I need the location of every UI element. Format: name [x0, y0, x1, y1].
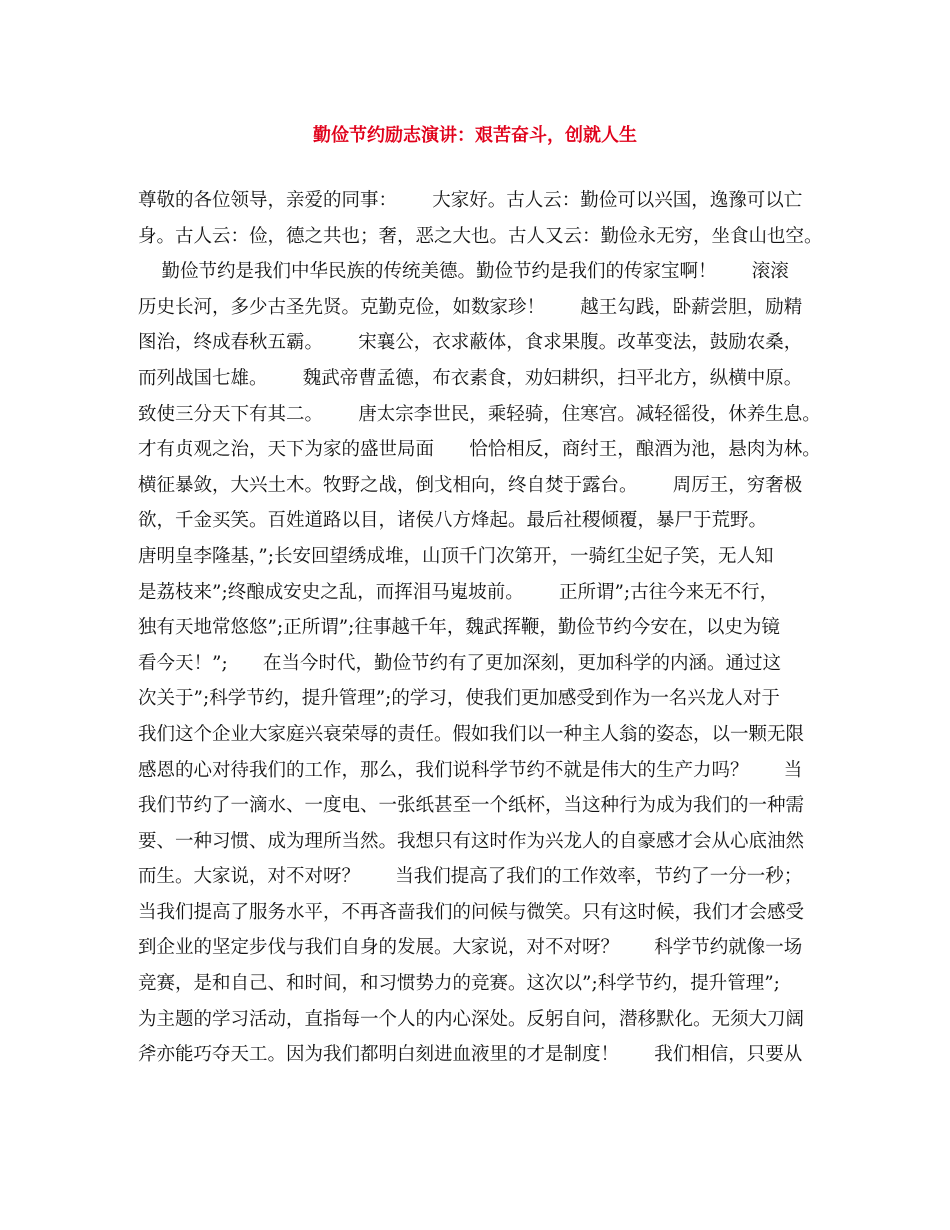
text-line: 历史长河，多少古圣先贤。克勤克俭，如数家珍！ 越王勾践，卧薪尝胆，励精 [138, 296, 803, 318]
text-line: 勤俭节约是我们中华民族的传统美德。勤俭节约是我们的传家宝啊！ 滚滚 [138, 261, 789, 283]
text-line: 看今天！”; 在当今时代，勤俭节约有了更加深刻，更加科学的内涵。通过这 [138, 652, 781, 674]
text-line: 斧亦能巧夺天工。因为我们都明白刻进血液里的才是制度！ 我们相信，只要从 [138, 1044, 803, 1066]
text-line: 当我们提高了服务水平，不再吝啬我们的问候与微笑。只有这时候，我们才会感受 [138, 901, 805, 923]
text-line: 要、一种习惯、成为理所当然。我想只有这时作为兴龙人的自豪感才会从心底油然 [138, 830, 805, 852]
document-title: 勤俭节约励志演讲：艰苦奋斗，创就人生 [313, 125, 637, 146]
text-line: 感恩的心对待我们的工作，那么，我们说科学节约不就是伟大的生产力吗？ 当 [138, 759, 803, 781]
text-line: 而生。大家说，对不对呀？ 当我们提高了我们的工作效率，节约了一分一秒； [138, 866, 803, 888]
text-line: 是荔枝来”;终酿成安史之乱，而挥泪马嵬坡前。 正所谓”;古往今来无不行， [138, 581, 779, 603]
text-line: 为主题的学习活动，直指每一个人的内心深处。反躬自问，潜移默化。无须大刀阔 [138, 1008, 805, 1030]
text-line: 竞赛，是和自己、和时间，和习惯势力的竞赛。这次以”;科学节约，提升管理”; [138, 973, 780, 995]
text-line: 我们节约了一滴水、一度电、一张纸甚至一个纸杯，当这种行为成为我们的一种需 [138, 795, 805, 817]
text-line: 致使三分天下有其二。 唐太宗李世民，乘轻骑，住寒宫。减轻徭役，休养生息。 [138, 403, 821, 425]
text-line: 次关于”;科学节约，提升管理”;的学习，使我们更加感受到作为一名兴龙人对于 [138, 688, 780, 710]
text-line: 我们这个企业大家庭兴衰荣辱的责任。假如我们以一种主人翁的姿态，以一颗无限 [138, 723, 805, 745]
text-line: 图治，终成春秋五霸。 宋襄公，衣求蔽体，食求果腹。改革变法，鼓励农桑， [138, 332, 803, 354]
text-line: 到企业的坚定步伐与我们自身的发展。大家说，对不对呀？ 科学节约就像一场 [138, 937, 803, 959]
text-line: 唐明皇李隆基，”;长安回望绣成堆，山顶千门次第开，一骑红尘妃子笑，无人知 [138, 545, 774, 567]
text-line: 而列战国七雄。 魏武帝曹孟德，布衣素食，劝妇耕织，扫平北方，纵横中原。 [138, 367, 803, 389]
text-line: 横征暴敛，大兴土木。牧野之战，倒戈相向，终自焚于露台。 周厉王，穷奢极 [138, 474, 803, 496]
text-line: 独有天地常悠悠”;正所谓”;往事越千年，魏武挥鞭，勤俭节约今安在，以史为镜 [138, 617, 780, 639]
text-line: 身。古人云：俭，德之共也；奢，恶之大也。古人又云：勤俭永无穷，坐食山也空。 [138, 225, 823, 247]
document-body [138, 186, 828, 1076]
text-line: 欲，千金买笑。百姓道路以目，诸侯八方烽起。最后社稷倾覆，暴尸于荒野。 [138, 510, 768, 532]
text-line: 才有贞观之治，天下为家的盛世局面 恰恰相反，商纣王，酿酒为池，悬肉为林。 [138, 439, 821, 461]
text-line: 尊敬的各位领导，亲爱的同事： 大家好。古人云：勤俭可以兴国，逸豫可以亡 [138, 190, 803, 211]
